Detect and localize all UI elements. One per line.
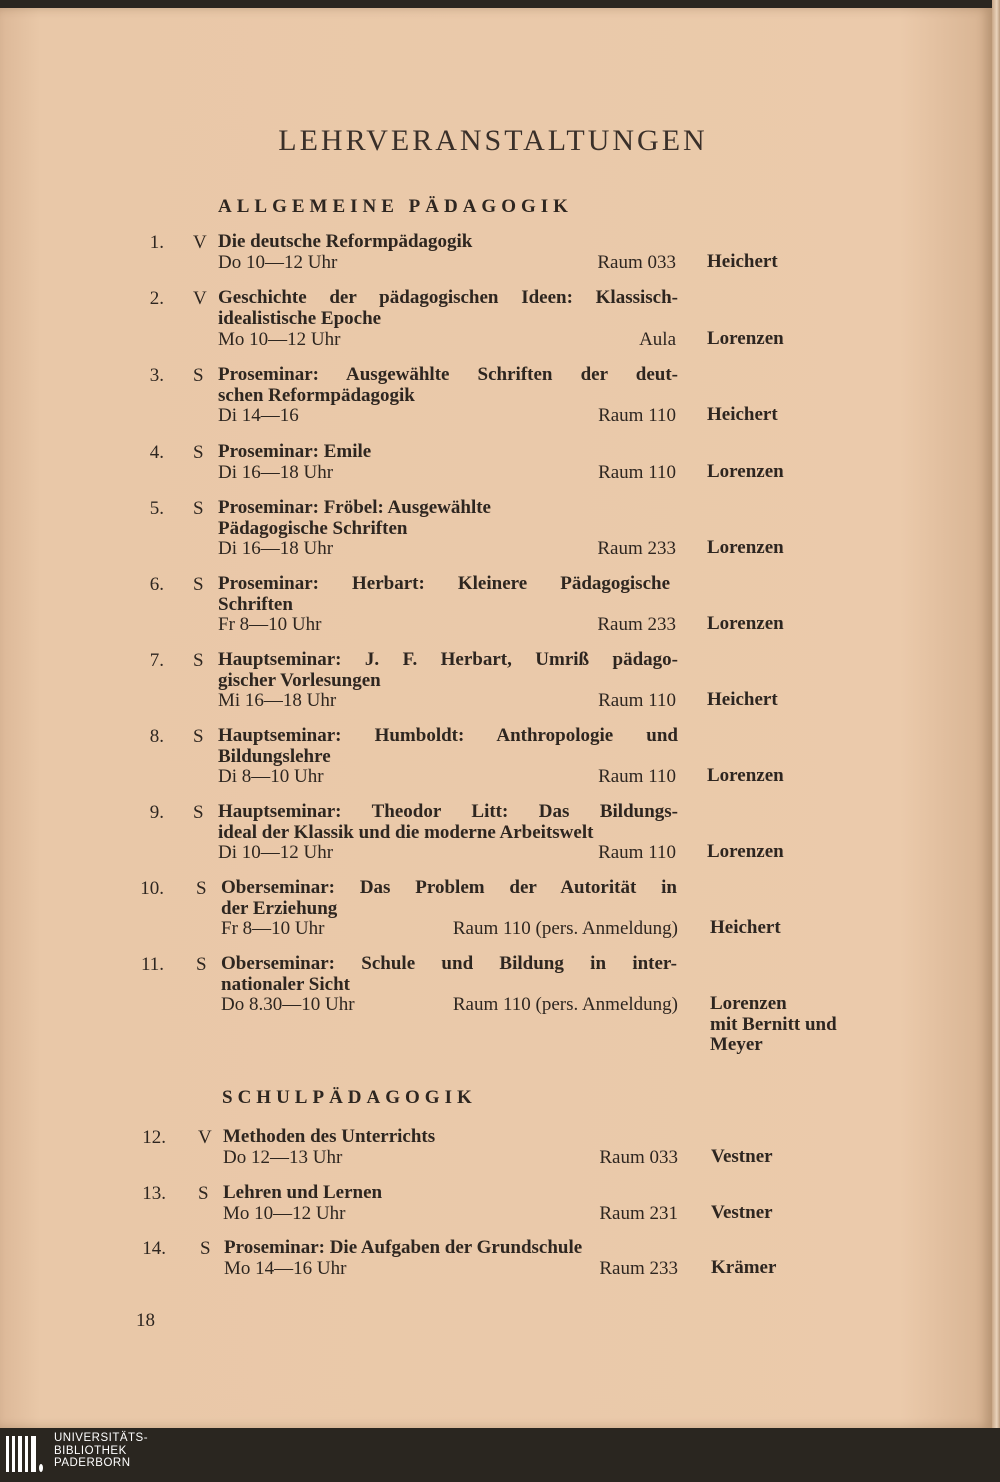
course-title-line: Proseminar: Herbart: Kleinere Pädagogische [218, 573, 670, 594]
course-time: Fr 8—10 Uhr [221, 918, 325, 939]
course-room: Raum 110 [598, 462, 676, 483]
course-type: S [193, 802, 204, 823]
course-time: Fr 8—10 Uhr [218, 614, 322, 635]
course-title [223, 1127, 683, 1148]
course-title-line: Hauptseminar: J. F. Herbart, Umriß pädago- [218, 649, 678, 670]
course-type: V [193, 232, 207, 253]
course-room: Raum 233 [597, 538, 676, 559]
course-type: S [193, 574, 204, 595]
lecturer-line: Meyer [710, 1034, 763, 1055]
lecturer-line: Vestner [711, 1146, 773, 1167]
lecturer-line: Lorenzen [707, 537, 784, 558]
course-time: Di 16—18 Uhr [218, 462, 334, 483]
course-lecturer [707, 842, 784, 863]
course-title [218, 288, 678, 329]
course-lecturer [707, 405, 778, 426]
lecturer-line: Lorenzen [707, 328, 784, 349]
course-title-line: nationaler Sicht [221, 973, 350, 995]
course-type: S [196, 878, 207, 899]
course-room: Raum 033 [597, 252, 676, 273]
course-title-line: Proseminar: Emile [218, 441, 372, 462]
course-room: Raum 233 [599, 1258, 678, 1279]
course-number: 7. [149, 650, 164, 671]
course-type: S [193, 726, 204, 747]
lecturer-line: Lorenzen [707, 461, 784, 482]
course-title-line: idealistische Epoche [218, 307, 382, 329]
library-logo-icon [6, 1436, 46, 1474]
course-type: S [193, 365, 204, 386]
course-title-line: gischer Vorlesungen [218, 669, 381, 691]
course-lecturer [711, 1147, 773, 1168]
library-name-line: PADERBORN [54, 1457, 131, 1469]
lecturer-line: Vestner [711, 1202, 773, 1223]
course-lecturer [707, 538, 784, 559]
course-number: 8. [149, 726, 164, 747]
course-number: 5. [149, 498, 164, 519]
lecturer-line: Lorenzen [707, 841, 784, 862]
course-time: Di 10—12 Uhr [218, 842, 334, 863]
course-title [218, 232, 678, 253]
course-type: V [193, 288, 207, 309]
course-time: Mo 10—12 Uhr [218, 329, 341, 350]
course-title [218, 365, 678, 406]
lecturer-line: Heichert [707, 251, 778, 272]
course-title-line: Hauptseminar: Humboldt: Anthropologie und [218, 725, 678, 746]
library-footer [0, 1428, 1000, 1482]
course-type: S [196, 954, 207, 975]
course-type: V [198, 1127, 212, 1148]
lecturer-line: Lorenzen [707, 765, 784, 786]
course-lecturer [707, 614, 784, 635]
course-title-line: der Erziehung [221, 897, 338, 919]
course-room: Raum 233 [597, 614, 676, 635]
course-time: Di 8—10 Uhr [218, 766, 324, 787]
course-title-line: Schriften [218, 593, 293, 615]
course-number: 2. [149, 288, 164, 309]
course-number: 9. [149, 802, 164, 823]
course-room: Raum 110 (pers. Anmeldung) [452, 994, 678, 1015]
course-lecturer [707, 766, 784, 787]
lecturer-line: Heichert [710, 917, 781, 938]
course-title [218, 726, 678, 767]
course-lecturer [707, 690, 778, 711]
course-lecturer [707, 329, 784, 350]
course-room: Raum 110 (pers. Anmeldung) [452, 918, 678, 939]
section-heading: ALLGEMEINE PÄDAGOGIK [218, 196, 573, 217]
section-heading: SCHULPÄDAGOGIK [222, 1087, 477, 1108]
course-number: 12. [142, 1127, 166, 1148]
course-number: 13. [142, 1183, 166, 1204]
course-lecturer [707, 252, 778, 273]
course-number: 6. [149, 574, 164, 595]
lecturer-line: Lorenzen [707, 613, 784, 634]
document-page [0, 8, 992, 1428]
course-time: Do 8.30—10 Uhr [221, 994, 355, 1015]
lecturer-line: Lorenzen [710, 993, 787, 1014]
course-title [218, 650, 678, 691]
course-title-line: Methoden des Unterrichts [223, 1126, 436, 1147]
course-title [223, 1183, 683, 1204]
course-lecturer [707, 462, 784, 483]
course-type: S [200, 1238, 211, 1259]
course-title-line: Proseminar: Die Aufgaben der Grundschule [224, 1237, 583, 1258]
course-title-line: Oberseminar: Das Problem der Autorität in [221, 877, 677, 898]
course-time: Di 16—18 Uhr [218, 538, 334, 559]
course-room: Raum 110 [598, 842, 676, 863]
course-time: Do 10—12 Uhr [218, 252, 338, 273]
page-number: 18 [136, 1310, 155, 1331]
course-title [218, 574, 678, 615]
course-room: Raum 033 [599, 1147, 678, 1168]
course-lecturer [710, 994, 837, 1056]
course-time: Di 14—16 [218, 405, 299, 426]
course-title-line: Proseminar: Fröbel: Ausgewählte [218, 497, 491, 518]
course-type: S [193, 442, 204, 463]
course-title-line: Geschichte der pädagogischen Ideen: Klassisch- [218, 287, 678, 308]
course-title [221, 878, 681, 919]
course-title-line: Pädagogische Schriften [218, 517, 408, 539]
course-lecturer [711, 1203, 773, 1224]
course-title [218, 442, 678, 463]
lecturer-line: Heichert [707, 404, 778, 425]
course-title-line: Lehren und Lernen [223, 1182, 383, 1203]
course-room: Raum 110 [598, 766, 676, 787]
course-number: 14. [142, 1238, 166, 1259]
course-time: Do 12—13 Uhr [223, 1147, 343, 1168]
course-title-line: schen Reformpädagogik [218, 384, 415, 406]
lecturer-line: mit Bernitt und [710, 1013, 837, 1035]
library-name-line: UNIVERSITÄTS- [54, 1432, 149, 1444]
course-room: Raum 110 [598, 690, 676, 711]
course-title-line: Bildungslehre [218, 745, 331, 767]
course-number: 4. [149, 442, 164, 463]
lecturer-line: Krämer [711, 1257, 777, 1278]
course-type: S [198, 1183, 209, 1204]
course-lecturer [711, 1258, 776, 1279]
library-name [54, 1432, 148, 1470]
course-number: 11. [140, 954, 164, 975]
course-time: Mo 14—16 Uhr [224, 1258, 347, 1279]
course-room: Raum 231 [599, 1203, 678, 1224]
course-time: Mi 16—18 Uhr [218, 690, 337, 711]
book-edge [992, 0, 1000, 1430]
course-room: Raum 110 [598, 405, 676, 426]
library-name-line: BIBLIOTHEK [54, 1444, 127, 1457]
course-room: Aula [639, 329, 676, 350]
course-title-line: Die deutsche Reformpädagogik [218, 231, 473, 252]
course-title [218, 802, 678, 843]
course-lecturer [710, 918, 781, 939]
course-title-line: Oberseminar: Schule und Bildung in inter- [221, 953, 677, 974]
course-number: 10. [140, 878, 164, 899]
course-title-line: Hauptseminar: Theodor Litt: Das Bildungs- [218, 801, 678, 822]
course-title-line: Proseminar: Ausgewählte Schriften der deut- [218, 364, 678, 385]
course-time: Mo 10—12 Uhr [223, 1203, 346, 1224]
course-type: S [193, 498, 204, 519]
lecturer-line: Heichert [707, 689, 778, 710]
course-title [224, 1238, 684, 1259]
course-title-line: ideal der Klassik und die moderne Arbeitswelt [218, 821, 594, 843]
course-number: 3. [149, 365, 164, 386]
course-type: S [193, 650, 204, 671]
course-number: 1. [149, 232, 164, 253]
course-title [218, 498, 678, 539]
page-title: LEHRVERANSTALTUNGEN [278, 124, 708, 157]
course-title [221, 954, 681, 995]
